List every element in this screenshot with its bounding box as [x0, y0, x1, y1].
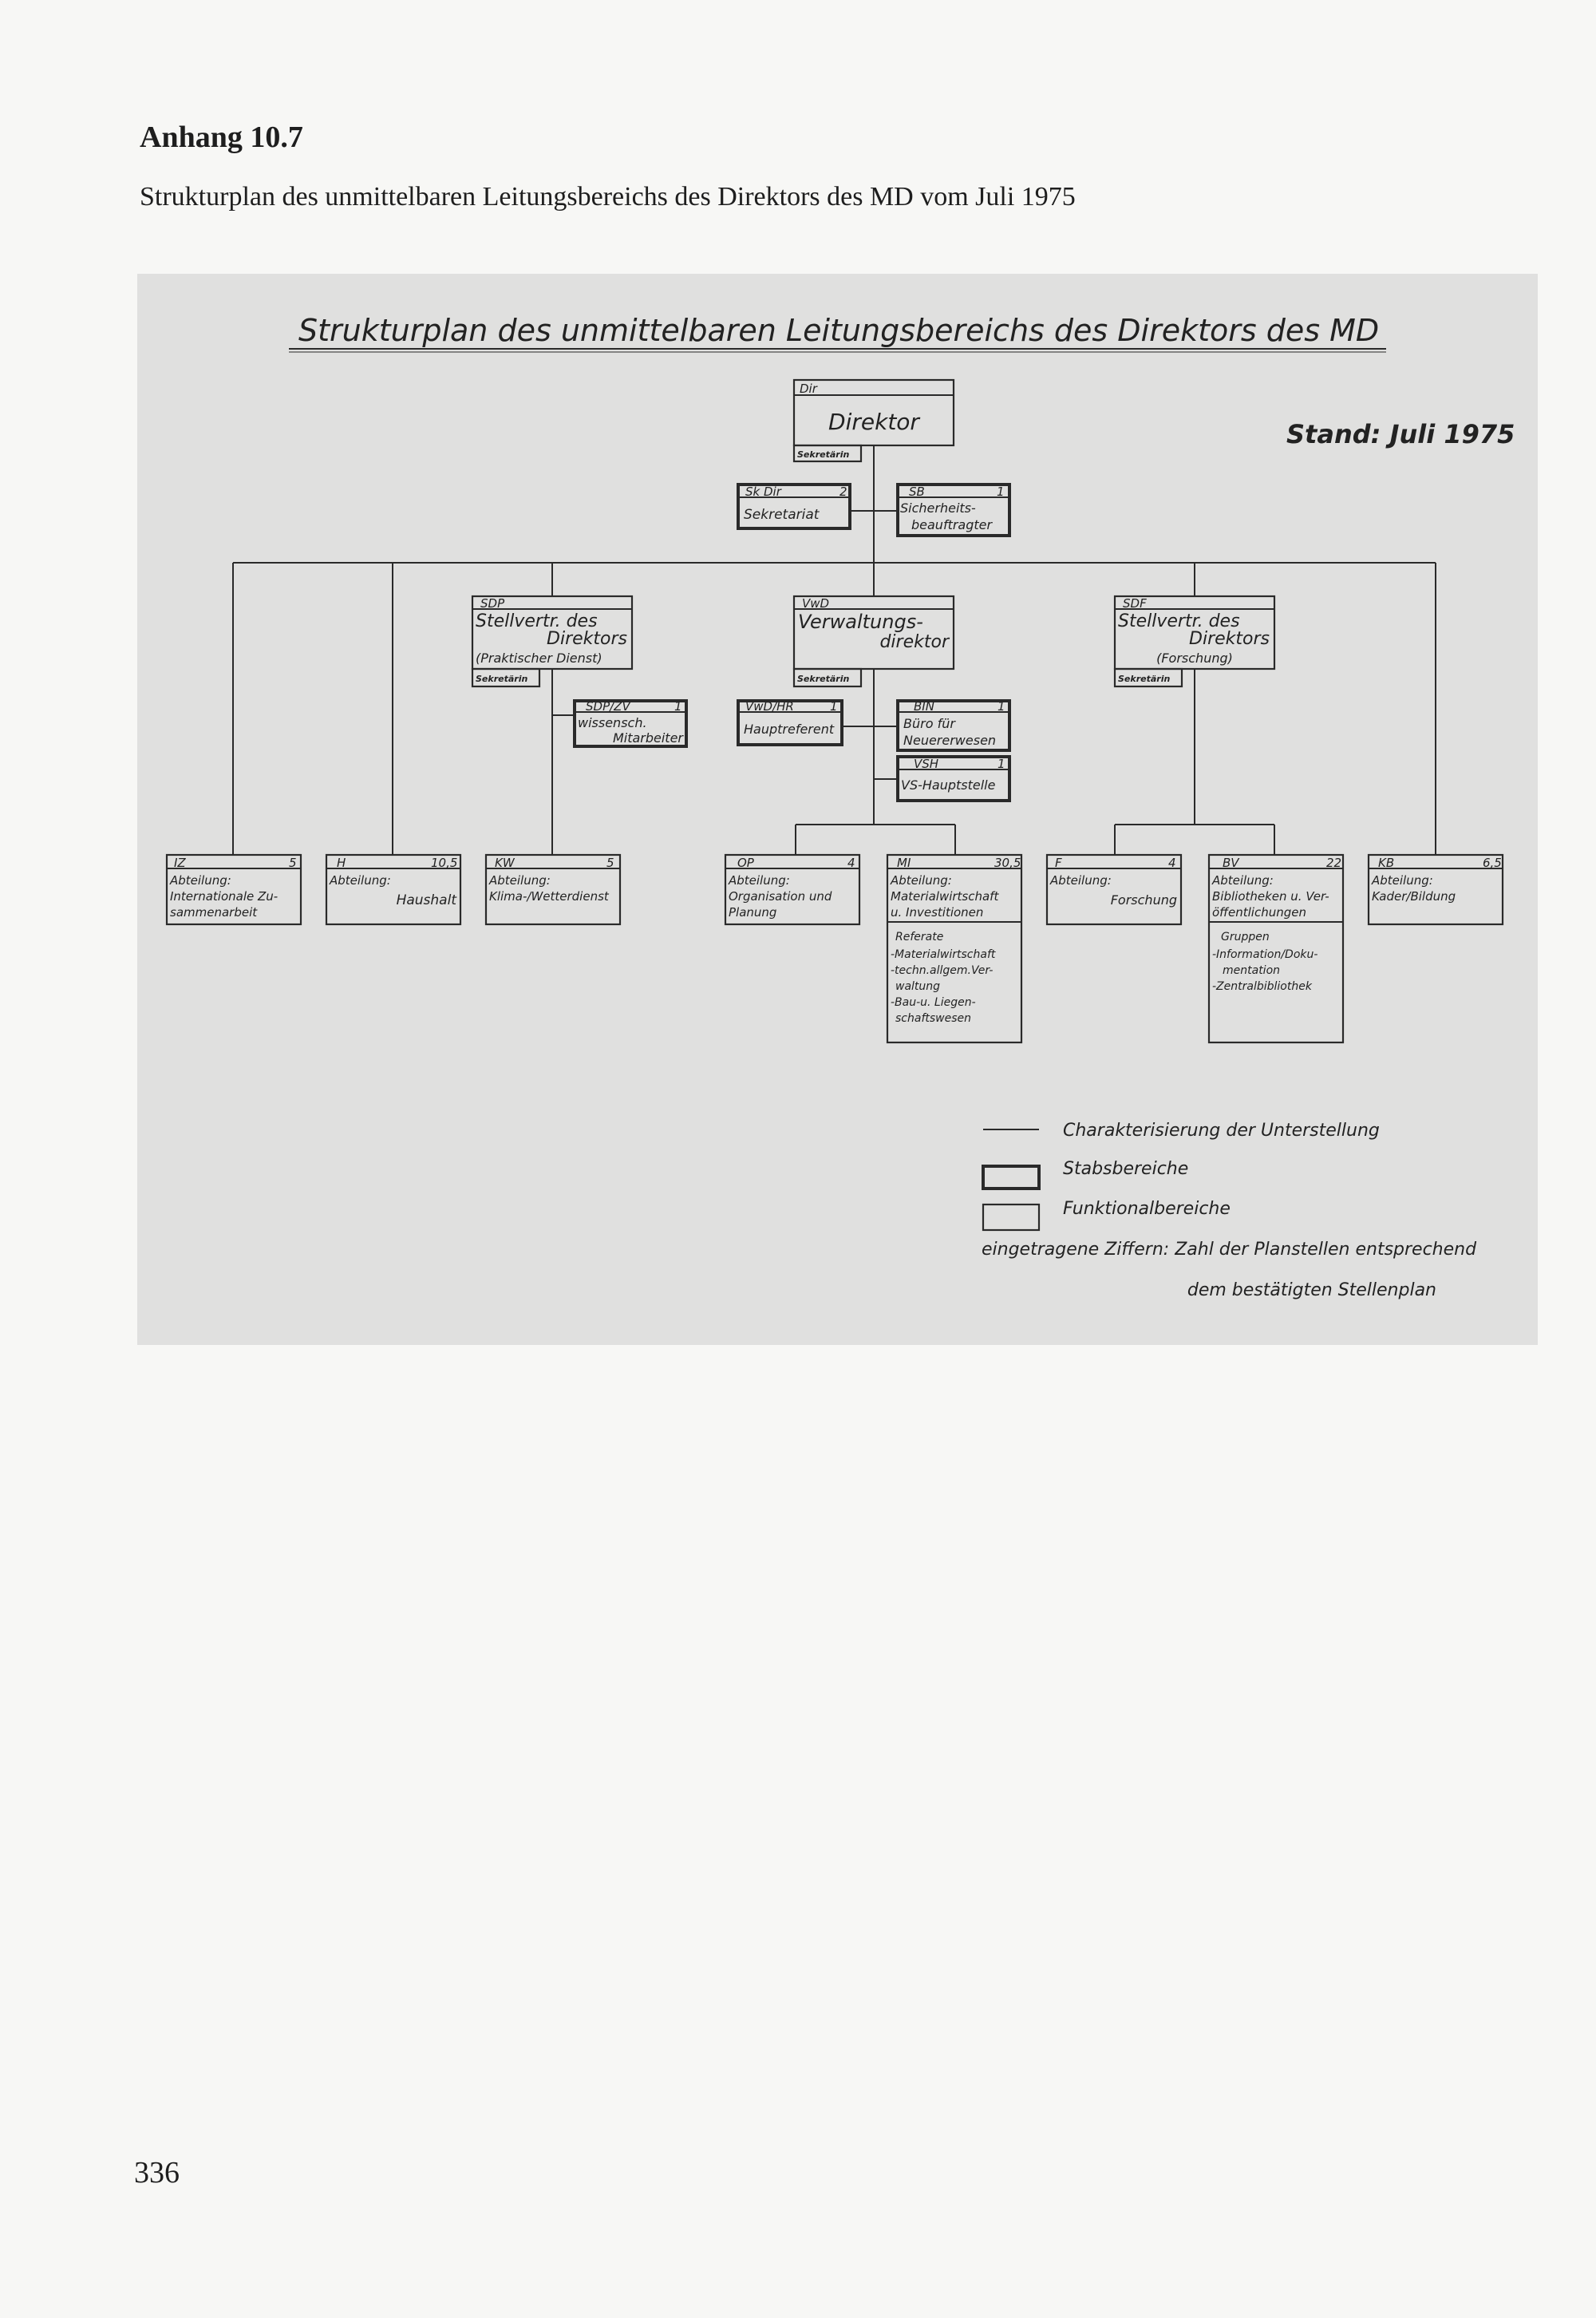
svg-text:VSH: VSH [914, 757, 939, 771]
svg-text:Direktors: Direktors [547, 629, 627, 649]
svg-text:Sekretärin: Sekretärin [476, 674, 528, 684]
svg-text:Büro für: Büro für [903, 716, 955, 731]
svg-text:schaftswesen: schaftswesen [895, 1012, 971, 1025]
svg-text:(Praktischer Dienst): (Praktischer Dienst) [476, 651, 602, 666]
page-number: 336 [134, 2156, 180, 2189]
appendix-subheading: Strukturplan des unmittelbaren Leitungsbereichs des Direktors des MD vom Juli 1975 [140, 182, 1076, 212]
svg-text:Sekretärin: Sekretärin [1118, 674, 1171, 684]
svg-text:mentation: mentation [1223, 964, 1281, 977]
svg-text:VS-Hauptstelle: VS-Hauptstelle [901, 777, 996, 793]
svg-text:Sekretariat: Sekretariat [744, 507, 820, 523]
svg-text:Organisation und: Organisation und [729, 889, 832, 904]
svg-text:Sekretärin: Sekretärin [797, 449, 850, 460]
svg-text:Abteilung:: Abteilung: [1372, 873, 1433, 888]
appendix-heading: Anhang 10.7 [140, 121, 303, 154]
svg-text:5: 5 [289, 856, 297, 870]
svg-text:F: F [1055, 856, 1062, 870]
svg-text:Hauptreferent: Hauptreferent [744, 722, 835, 737]
svg-text:Stellvertr. des: Stellvertr. des [476, 611, 598, 631]
scientific-staff-box [575, 699, 686, 746]
svg-text:1: 1 [998, 757, 1005, 771]
dept-personnel-education-box [1369, 855, 1503, 924]
svg-text:OP: OP [737, 856, 754, 870]
svg-text:Abteilung:: Abteilung: [1050, 873, 1112, 888]
svg-text:direktor: direktor [879, 632, 949, 652]
svg-text:Neuererwesen: Neuererwesen [903, 733, 997, 748]
org-chart-scan [137, 274, 1538, 1345]
svg-text:6,5: 6,5 [1483, 856, 1502, 870]
legend-note-2: dem bestätigten Stellenplan [1187, 1280, 1436, 1300]
svg-text:Mitarbeiter: Mitarbeiter [612, 730, 683, 746]
svg-text:öffentlichungen: öffentlichungen [1212, 905, 1306, 920]
svg-text:Abteilung:: Abteilung: [170, 873, 231, 888]
svg-text:Dir: Dir [800, 382, 817, 396]
svg-text:Abteilung:: Abteilung: [330, 873, 391, 888]
legend-line-label: Charakterisierung der Unterstellung [1063, 1121, 1380, 1141]
svg-text:Forschung: Forschung [1110, 892, 1177, 908]
svg-text:SDP: SDP [480, 596, 505, 611]
legend-staff-swatch [983, 1166, 1039, 1189]
dept-budget-box [326, 855, 460, 924]
svg-text:5: 5 [606, 856, 614, 870]
svg-text:4: 4 [1168, 856, 1176, 870]
legend-functional-swatch [983, 1204, 1039, 1230]
svg-text:SDF: SDF [1123, 596, 1147, 611]
svg-text:sammenarbeit: sammenarbeit [170, 905, 258, 920]
dept-organization-box [725, 855, 859, 924]
legend-note-1: eingetragene Ziffern: Zahl der Planstellen entsprechend [982, 1240, 1477, 1260]
svg-text:Klima-/Wetterdienst: Klima-/Wetterdienst [489, 889, 609, 904]
svg-text:u. Investitionen: u. Investitionen [891, 905, 984, 920]
svg-text:2: 2 [839, 485, 847, 499]
connector-lines [233, 445, 1436, 855]
svg-text:beauftragter: beauftragter [911, 517, 993, 532]
status-date: Stand: Juli 1975 [1286, 419, 1515, 449]
svg-text:VwD/HR: VwD/HR [745, 699, 794, 714]
svg-text:1: 1 [998, 699, 1005, 714]
svg-text:H: H [337, 856, 346, 870]
svg-text:KB: KB [1378, 856, 1395, 870]
svg-text:1: 1 [997, 485, 1005, 499]
svg-text:Direktors: Direktors [1189, 629, 1270, 649]
legend-functional-label: Funktionalbereiche [1063, 1199, 1231, 1219]
svg-text:Abteilung:: Abteilung: [891, 873, 952, 888]
svg-text:KW: KW [495, 856, 515, 870]
svg-text:IZ: IZ [174, 856, 186, 870]
org-chart [137, 274, 1538, 1345]
svg-text:22: 22 [1326, 856, 1342, 870]
legend-staff-label: Stabsbereiche [1063, 1159, 1189, 1179]
svg-text:1: 1 [674, 699, 682, 714]
svg-text:Direktor: Direktor [828, 409, 919, 435]
svg-text:BV: BV [1223, 856, 1239, 870]
innovation-office-box [898, 699, 1009, 750]
svg-text:BIN: BIN [914, 699, 934, 714]
svg-text:1: 1 [830, 699, 838, 714]
svg-text:30,5: 30,5 [994, 856, 1021, 870]
svg-text:VwD: VwD [802, 596, 830, 611]
legend [982, 1121, 1477, 1300]
svg-text:4: 4 [847, 856, 855, 870]
org-chart-title: Strukturplan des unmittelbaren Leitungsbereichs des Direktors des MD [298, 313, 1380, 348]
dept-research-box [1047, 855, 1181, 924]
vs-main-office-box [898, 757, 1009, 801]
svg-text:Stellvertr. des: Stellvertr. des [1118, 611, 1240, 631]
svg-text:-Materialwirtschaft: -Materialwirtschaft [891, 948, 996, 961]
svg-text:Haushalt: Haushalt [396, 892, 456, 908]
svg-text:wissensch.: wissensch. [578, 715, 647, 730]
dept-climate-weather-box [486, 855, 620, 924]
svg-text:Planung: Planung [729, 905, 777, 920]
svg-text:Sekretärin: Sekretärin [797, 674, 850, 684]
svg-text:MI: MI [897, 856, 911, 870]
svg-text:(Forschung): (Forschung) [1156, 651, 1233, 666]
svg-text:-Bau-u. Liegen-: -Bau-u. Liegen- [891, 996, 976, 1009]
chief-officer-box [738, 699, 842, 745]
svg-text:-techn.allgem.Ver-: -techn.allgem.Ver- [891, 964, 994, 977]
svg-text:Abteilung:: Abteilung: [729, 873, 790, 888]
svg-text:Gruppen: Gruppen [1221, 931, 1270, 943]
svg-text:Abteilung:: Abteilung: [1212, 873, 1274, 888]
svg-text:-Zentralbibliothek: -Zentralbibliothek [1212, 980, 1312, 993]
svg-text:Referate: Referate [895, 931, 944, 943]
svg-text:Internationale Zu-: Internationale Zu- [170, 889, 279, 904]
svg-text:waltung: waltung [895, 980, 941, 993]
dept-materials-box [887, 855, 1021, 1042]
svg-text:Sicherheits-: Sicherheits- [900, 500, 976, 516]
svg-text:Verwaltungs-: Verwaltungs- [798, 611, 923, 633]
svg-text:-Information/Doku-: -Information/Doku- [1212, 948, 1318, 961]
dept-international-box [167, 855, 301, 924]
svg-text:SDP/ZV: SDP/ZV [586, 699, 630, 714]
svg-text:Abteilung:: Abteilung: [489, 873, 551, 888]
secretariat-box [738, 485, 850, 528]
dept-libraries-box [1209, 855, 1343, 1042]
svg-text:Kader/Bildung: Kader/Bildung [1372, 889, 1456, 904]
svg-text:Bibliotheken u. Ver-: Bibliotheken u. Ver- [1212, 889, 1329, 904]
svg-text:Materialwirtschaft: Materialwirtschaft [891, 889, 999, 904]
svg-text:Sk Dir: Sk Dir [745, 485, 781, 499]
security-officer-box [898, 485, 1009, 536]
svg-text:SB: SB [909, 485, 925, 499]
svg-text:10,5: 10,5 [431, 856, 458, 870]
